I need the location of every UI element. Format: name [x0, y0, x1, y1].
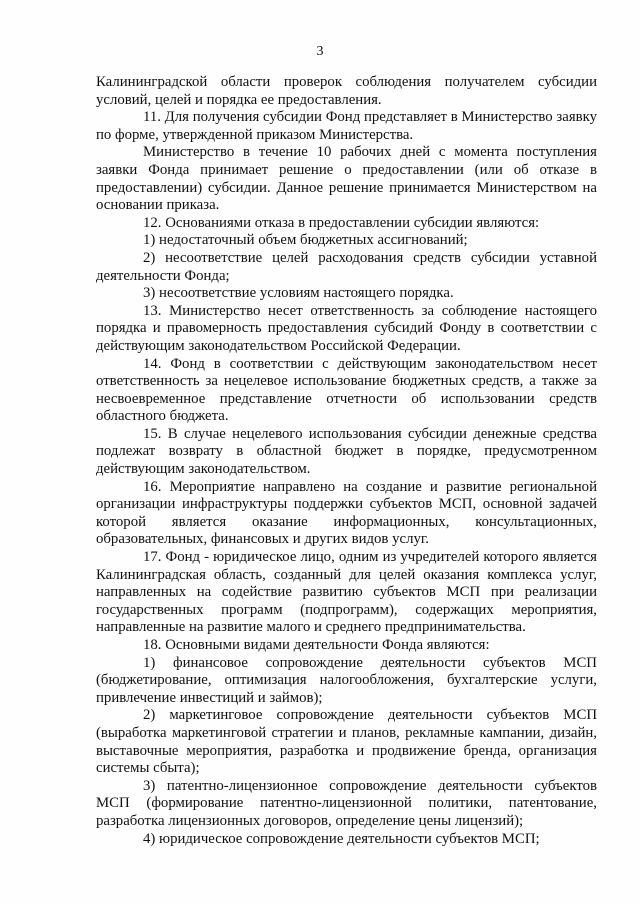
paragraph: 14. Фонд в соответствии с действующим законодательством несет ответственность за нецелевое использование бюджетных средств, а также за несвоевременное представление отчетности об использовании средств областного бюджета. — [96, 355, 597, 425]
paragraph: 15. В случае нецелевого использования субсидии денежные средства подлежат возврату в областной бюджет в порядке, предусмотренном действующим законодательством. — [96, 425, 597, 478]
paragraph: 1) финансовое сопровождение деятельности субъектов МСП (бюджетирование, оптимизация налогообложения, бухгалтерские услуги, привлечение инвестиций и займов); — [96, 654, 597, 706]
paragraph: 16. Мероприятие направлено на создание и развитие региональной организации инфраструктуры поддержки субъектов МСП, основной задачей которой является оказание информационных, консультационных, образовательных, финансовых и других видов услуг. — [96, 478, 597, 548]
paragraph: 11. Для получения субсидии Фонд представляет в Министерство заявку по форме, утвержденной приказом Министерства. — [96, 109, 597, 143]
paragraph: 3) несоответствие условиям настоящего порядка. — [143, 285, 454, 302]
paragraph: 18. Основными видами деятельности Фонда являются: — [143, 637, 490, 653]
paragraph: 2) несоответствие целей расходования средств субсидии уставной деятельности Фонда; — [96, 249, 597, 284]
page-number: 3 — [316, 44, 324, 59]
paragraph: 1) недостаточный объем бюджетных ассигнований; — [143, 232, 468, 249]
paragraph: 17. Фонд - юридическое лицо, одним из учредителей которого является Калининградская область, созданный для целей оказания комплекса услуг, направленных на содействие развитию субъектов МСП при реализации государственных программ (подпрограмм), содержащих мероприятия, направленные на развитие малого и среднего предпринимательства. — [96, 549, 597, 636]
document-body — [96, 74, 597, 848]
paragraph: 4) юридическое сопровождение деятельности субъектов МСП; — [143, 830, 540, 847]
paragraph: 13. Министерство несет ответственность за соблюдение настоящего порядка и правомерность предоставления субсидий Фонду в соответствии с действующим законодательством Российской Федерации. — [96, 302, 597, 354]
paragraph: 12. Основаниями отказа в предоставлении субсидии являются: — [143, 214, 540, 231]
paragraph: Калининградской области проверок соблюдения получателем субсидии условий, целей и порядка ее предоставления. — [96, 74, 597, 108]
paragraph: Министерство в течение 10 рабочих дней с момента поступления заявки Фонда принимает решение о предоставлении (или об отказе в предоставлении) субсидии. Данное решение принимается Министерством на основании приказа. — [96, 144, 597, 214]
paragraph: 3) патентно-лицензионное сопровождение деятельности субъектов МСП (формирование патентно-лицензионной политики, патентование, разработка лицензионных договоров, определение цены лицензий); — [96, 777, 597, 829]
paragraph: 2) маркетинговое сопровождение деятельности субъектов МСП (выработка маркетинговой стратегии и планов, рекламные кампании, дизайн, выставочные мероприятия, разработка и продвижение бренда, организация системы сбыта); — [96, 707, 597, 777]
